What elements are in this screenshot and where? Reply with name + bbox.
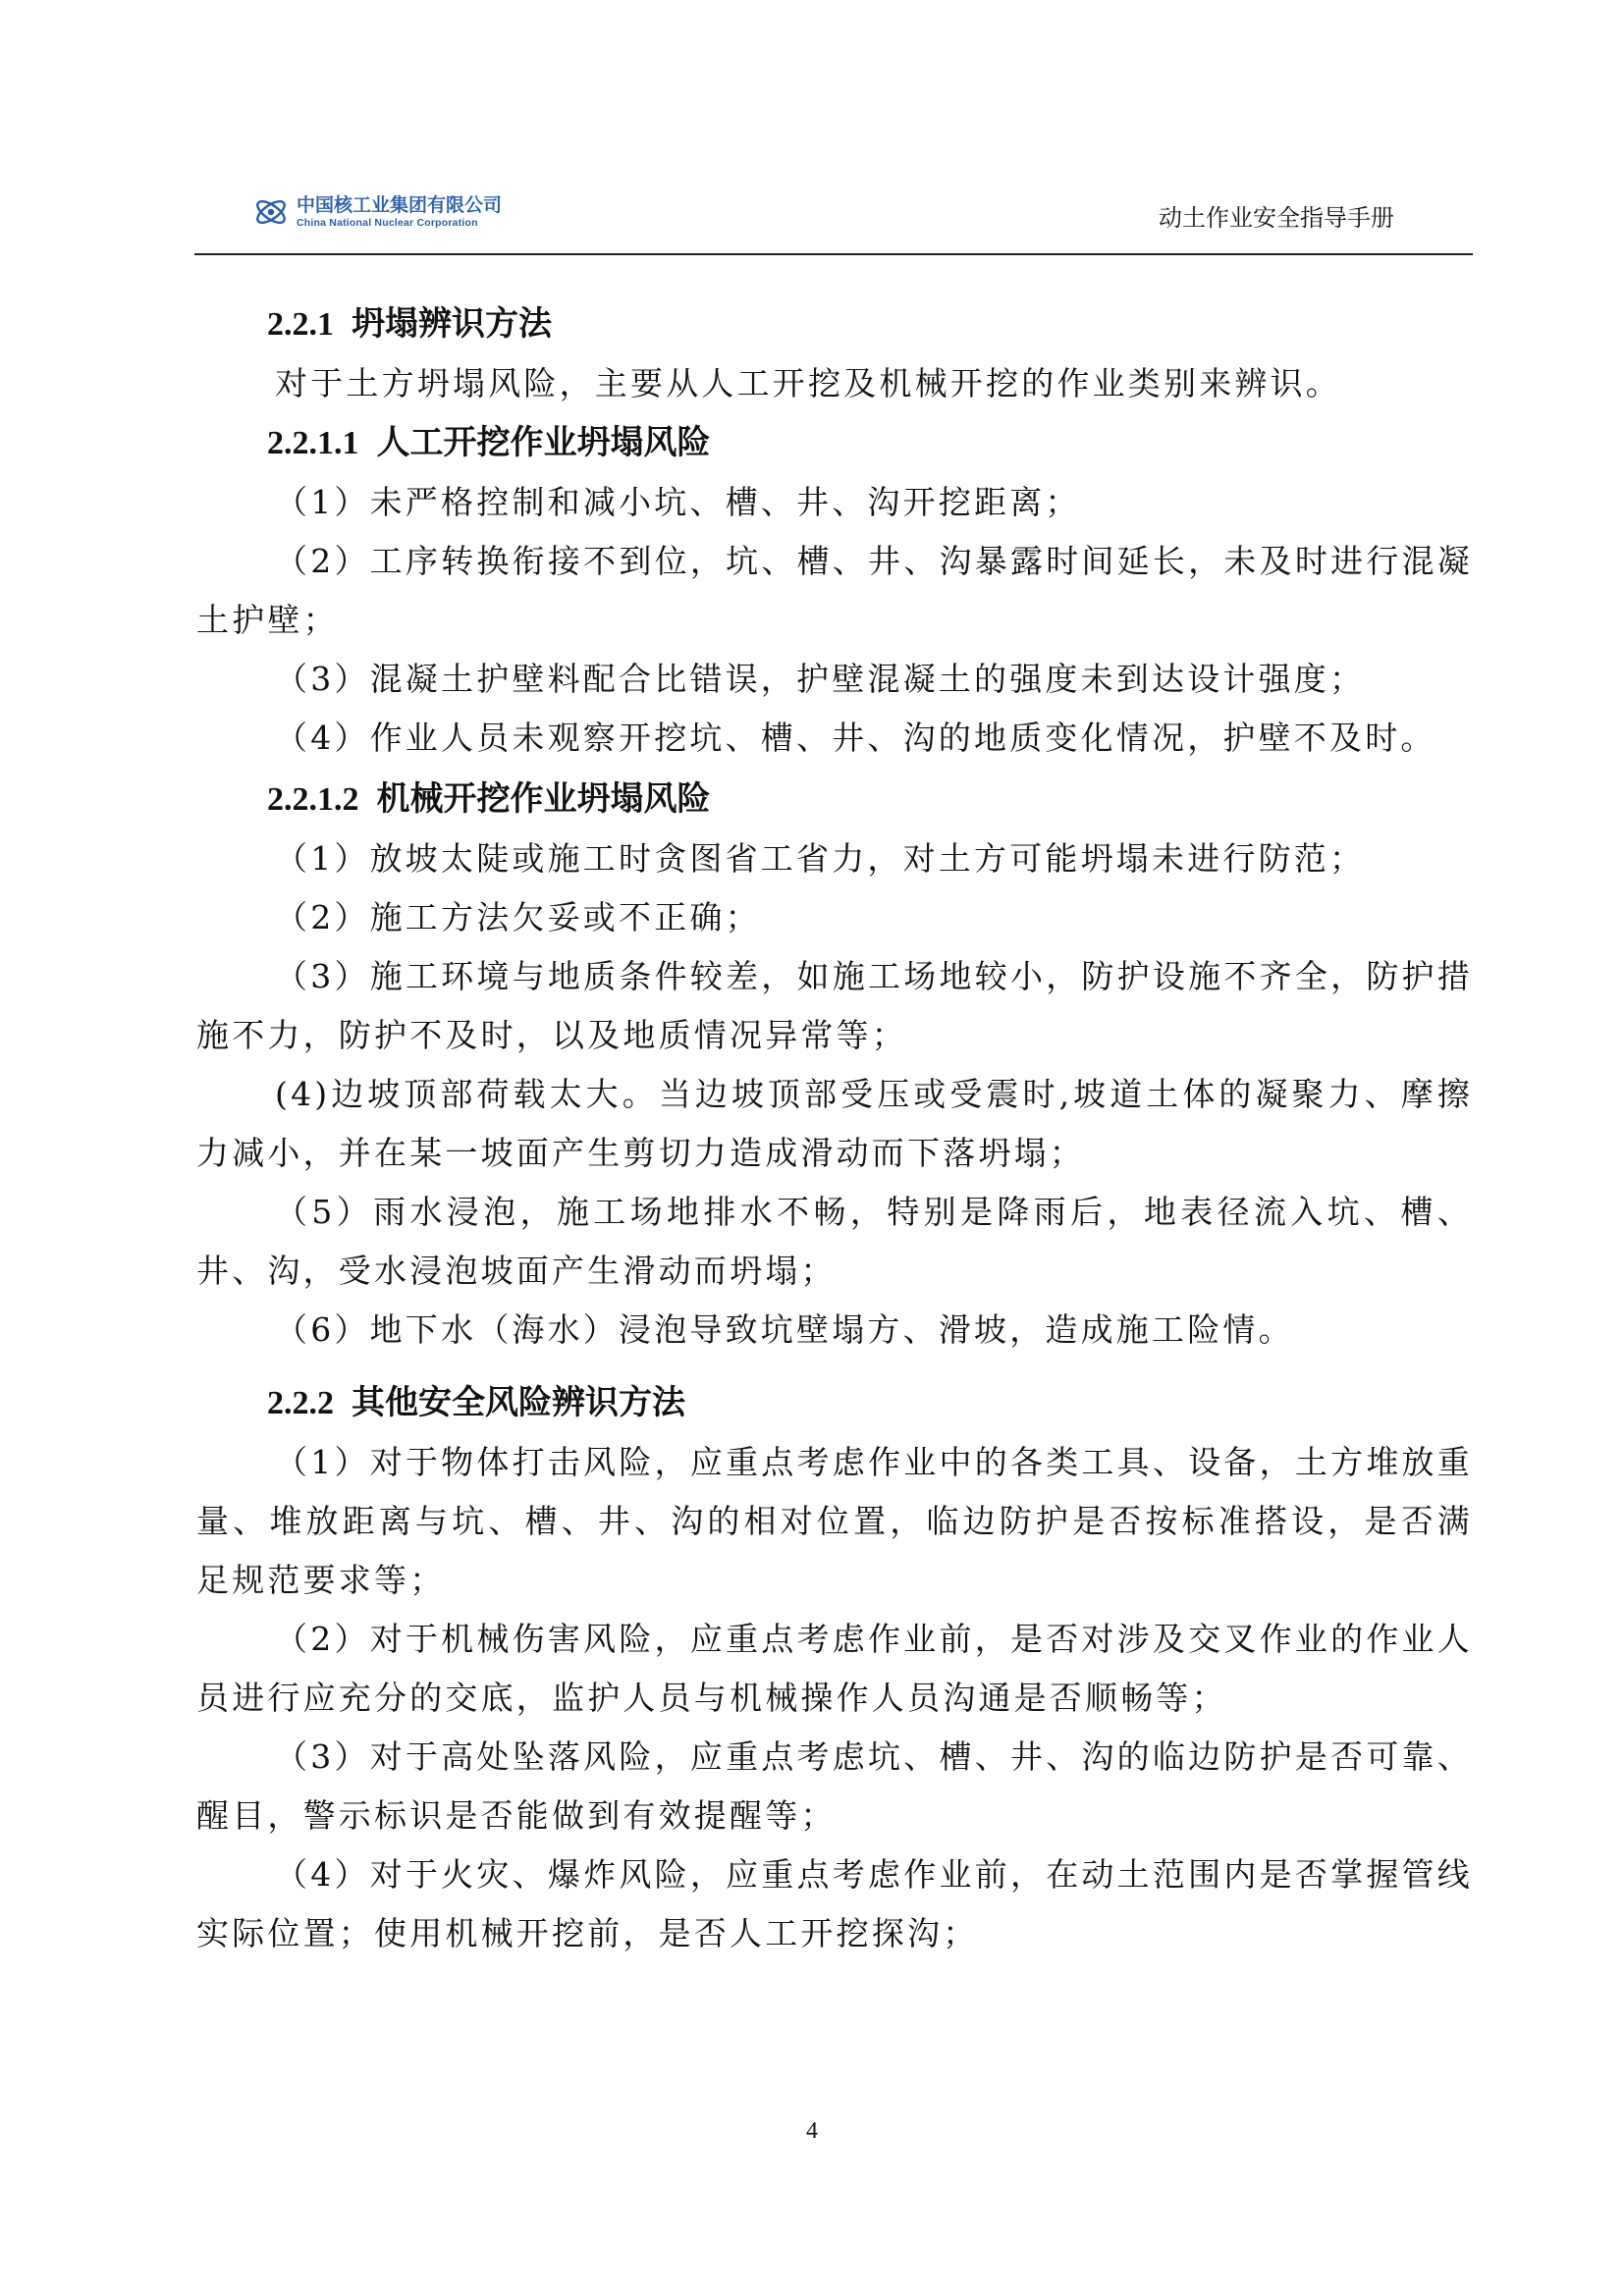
list-item: （1）未严格控制和减小坑、槽、井、沟开挖距离； [275,483,1081,521]
manual-title: 动土作业安全指导手册 [1159,204,1394,232]
page-number: 4 [806,2118,818,2144]
list-item: （1）对于物体打击风险，应重点考虑作业中的各类工具、设备，土方堆放重量、堆放距离与坑、槽、井、沟的相对位置，临边防护是否按标准搭设，是否满足规范要求等； [196,1443,1473,1599]
list-item: （5）雨水浸泡，施工场地排水不畅，特别是降雨后，地表径流入坑、槽、井、沟，受水浸泡坡面产生滑动而坍塌； [196,1193,1473,1290]
cnnc-logo-icon [251,192,291,232]
section-heading-2-2-1 [196,294,1473,354]
list-item: （1）放坡太陡或施工时贪图省工省力，对土方可能坍塌未进行防范； [275,839,1366,878]
list-item: （2）工序转换衔接不到位，坑、槽、井、沟暴露时间延长，未及时进行混凝土护壁； [196,542,1473,639]
logo-en-text: China National Nuclear Corporation [297,216,478,229]
company-logo [251,192,502,232]
page-body [196,294,1473,1963]
section-number: 2.2.1 [267,306,334,343]
section-number: 2.2.2 [267,1385,334,1421]
list-item: （2）施工方法欠妥或不正确； [275,898,761,936]
list-item: (4)边坡顶部荷载太大。当边坡顶部受压或受震时,坡道土体的凝聚力、摩擦力减小，并在某一坡面产生剪切力造成滑动而下落坍塌； [196,1075,1473,1172]
list-item: （2）对于机械伤害风险，应重点考虑作业前，是否对涉及交叉作业的作业人员进行应充分的交底，监护人员与机械操作人员沟通是否顺畅等； [196,1620,1473,1717]
list-item: （6）地下水（海水）浸泡导致坑壁塌方、滑坡，造成施工险情。 [275,1310,1294,1349]
section-title: 坍塌辨识方法 [352,304,552,344]
list-item: （3）对于高处坠落风险，应重点考虑坑、槽、井、沟的临边防护是否可靠、醒目，警示标识是否能做到有效提醒等； [196,1737,1473,1835]
list-item: （4）对于火灾、爆炸风险，应重点考虑作业前，在动土范围内是否掌握管线实际位置；使用机械开挖前，是否人工开挖探沟； [196,1855,1473,1952]
section-number: 2.2.1.2 [267,781,359,818]
section-title: 人工开挖作业坍塌风险 [376,423,711,462]
section-number: 2.2.1.1 [267,425,359,461]
page-header [194,185,1473,255]
section-heading-2-2-1-1 [196,413,1473,473]
list-item: （3）施工环境与地质条件较差，如施工场地较小，防护设施不齐全，防护措施不力，防护不及时，以及地质情况异常等； [196,957,1473,1054]
logo-cn-text: 中国核工业集团有限公司 [297,193,503,216]
paragraph: 对于土方坍塌风险，主要从人工开挖及机械开挖的作业类别来辨识。 [275,364,1341,402]
section-heading-2-2-1-2 [196,770,1473,829]
section-title: 其他安全风险辨识方法 [352,1383,685,1422]
section-heading-2-2-2 [196,1373,1473,1433]
section-title: 机械开挖作业坍塌风险 [376,779,711,819]
list-item: （4）作业人员未观察开挖坑、槽、井、沟的地质变化情况，护壁不及时。 [275,719,1436,757]
list-item: （3）混凝土护壁料配合比错误，护壁混凝土的强度未到达设计强度； [275,660,1366,698]
